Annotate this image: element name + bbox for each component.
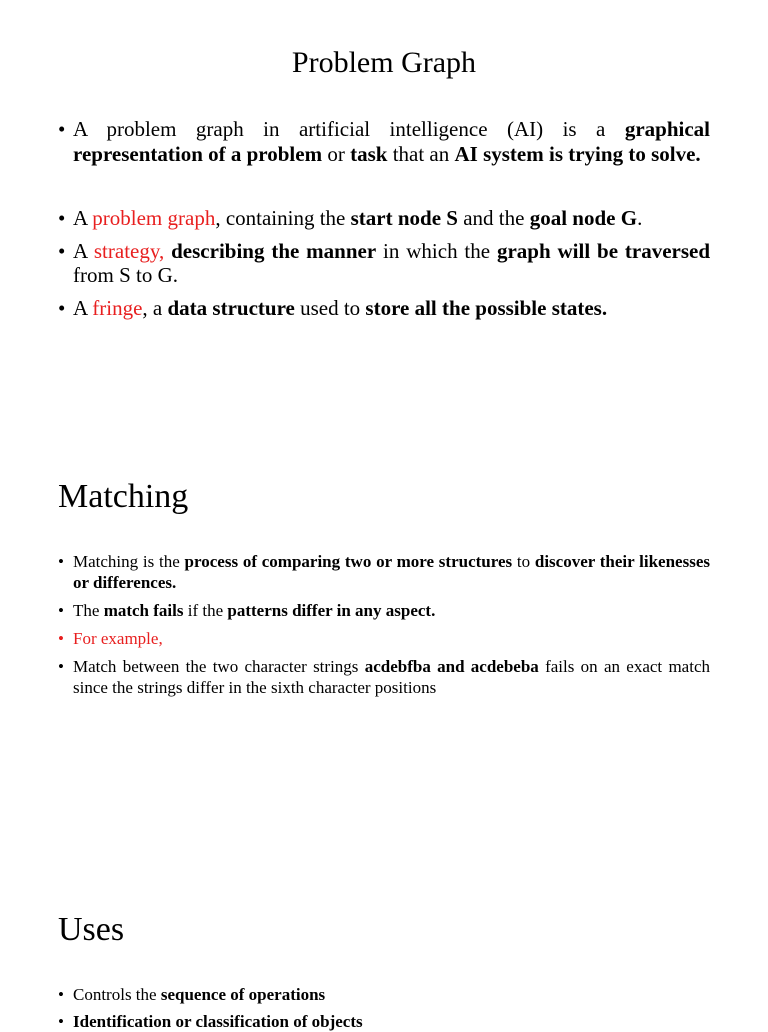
text-run: The xyxy=(73,601,104,620)
text-run: fails on an exact match since the strings differ in the sixth character positions xyxy=(73,657,710,697)
text-run: or xyxy=(322,141,351,166)
text-run: , containing the xyxy=(215,206,351,230)
list-item xyxy=(58,551,710,593)
bold-text: describing the manner xyxy=(171,238,377,263)
highlighted-text: For example, xyxy=(73,629,163,648)
bold-text: sequence of operations xyxy=(160,985,326,1004)
text-run: A problem graph in artificial intelligence (AI) is a xyxy=(73,117,625,141)
list-item xyxy=(58,656,710,698)
bold-text: patterns differ in any aspect. xyxy=(227,601,436,620)
text-run: Matching is the xyxy=(73,552,185,571)
bold-text: store all the possible states. xyxy=(365,295,608,320)
bold-text: data structure xyxy=(167,295,295,320)
text-run: from S to G. xyxy=(73,263,178,287)
list-item xyxy=(58,117,710,166)
list-item xyxy=(58,239,710,288)
list-item xyxy=(58,296,710,321)
bold-text: start node S xyxy=(350,206,458,230)
highlighted-text: strategy, xyxy=(93,238,165,263)
text-run: , a xyxy=(142,295,168,320)
bold-text: goal node G xyxy=(529,206,638,230)
bold-text: acdebfba and acdebeba xyxy=(364,657,539,676)
text-run: Match between the two character strings xyxy=(73,657,365,676)
text-run: that an xyxy=(387,141,455,166)
bold-text: graphical representation of a problem xyxy=(73,117,710,166)
bold-text: match fails xyxy=(103,601,184,620)
text-run: Controls the xyxy=(73,985,161,1004)
highlighted-text: fringe xyxy=(92,295,143,320)
text-run: . xyxy=(637,206,643,230)
text-run: A xyxy=(73,206,93,230)
list-item xyxy=(58,984,710,1005)
text-run: in which the xyxy=(376,238,497,263)
uses-bullet-list xyxy=(58,984,710,1032)
bold-text: AI system is trying to solve. xyxy=(454,141,701,166)
section-title-uses: Uses xyxy=(58,911,125,948)
list-item xyxy=(58,206,710,231)
list-item xyxy=(58,628,710,649)
bold-text: task xyxy=(350,141,388,166)
text-run: and the xyxy=(457,206,530,230)
page-title: Problem Graph xyxy=(291,46,477,79)
highlighted-text: problem graph xyxy=(92,206,216,230)
list-item xyxy=(58,1011,710,1032)
text-run: A xyxy=(73,238,94,263)
bold-text: discover their likenesses or differences. xyxy=(73,552,710,592)
problem-graph-bullet-list xyxy=(58,117,710,320)
bold-text: Identification or classification of objects xyxy=(73,1012,363,1031)
bold-text: graph will be traversed xyxy=(496,238,711,263)
section-title-matching: Matching xyxy=(58,478,189,515)
list-item xyxy=(58,600,710,621)
text-run: to xyxy=(512,552,535,571)
bold-text: process of comparing two or more structures xyxy=(184,552,513,571)
text-run: if the xyxy=(183,601,228,620)
text-run: A xyxy=(73,295,93,320)
text-run: used to xyxy=(294,295,366,320)
matching-bullet-list xyxy=(58,551,710,698)
